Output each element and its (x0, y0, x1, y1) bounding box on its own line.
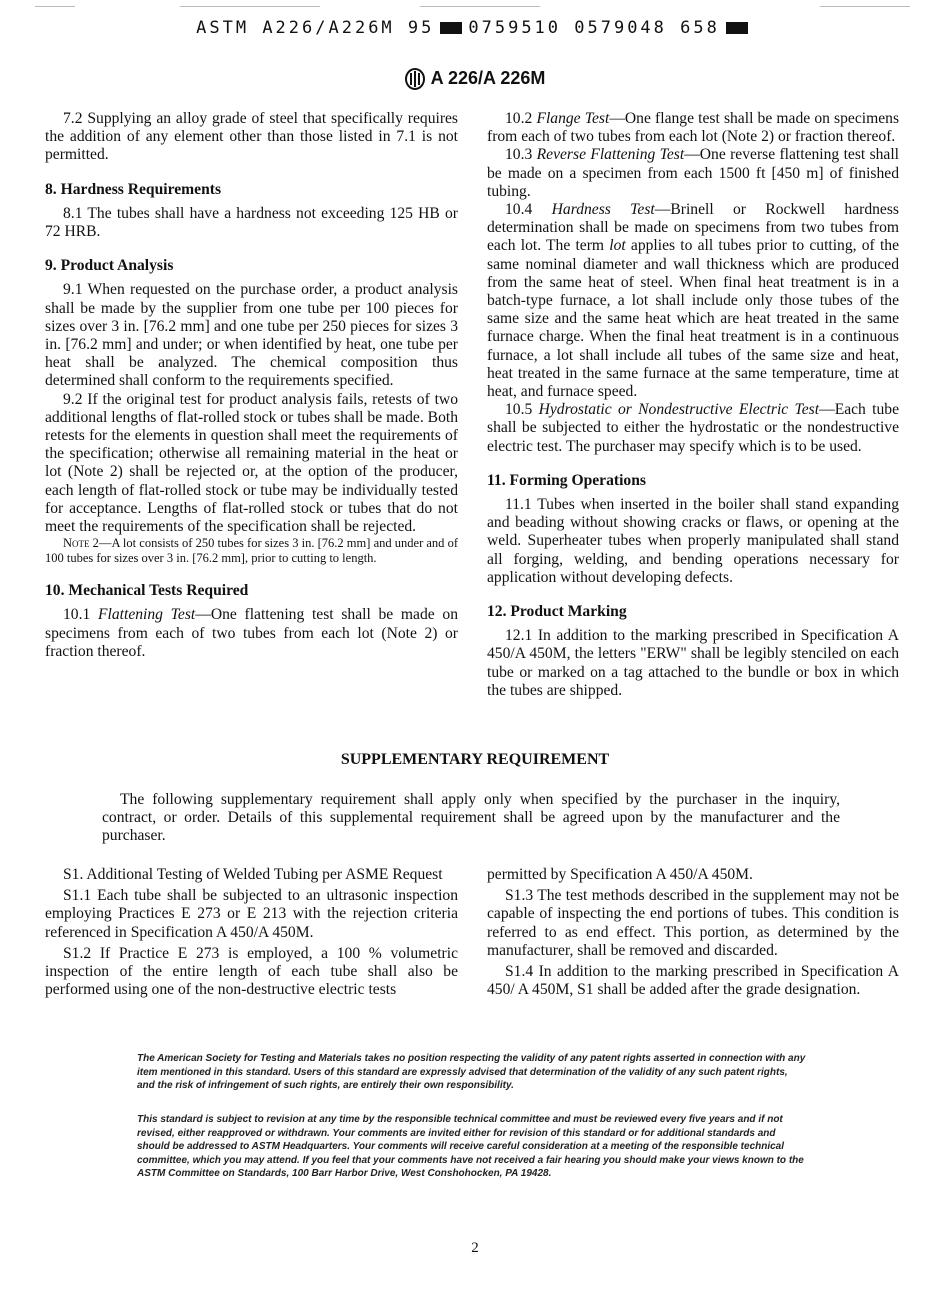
designation-line (0, 68, 950, 90)
paragraph-7-2: 7.2 Supplying an alloy grade of steel that specifically requires the addition of any element other than those listed in 7.1 is not permitted. (45, 110, 458, 164)
revision-notice: This standard is subject to revision at any time by the responsible technical committee and must be reviewed every five years and if not revised, either reapproved or withdrawn. Your comments are invited either for revision of this standard or for additional standards and should be addressed to ASTM Headquarters. Your comments will receive careful consideration at a meeting of the responsible technical committee, which you may attend. If you feel that your comments have not received a fair hearing you should make your views known to the ASTM Committee on Standards, 100 Barr Harbor Drive, West Conshohocken, PA 19428. (137, 1114, 804, 1179)
supplementary-title: SUPPLEMENTARY REQUIREMENT (340, 751, 610, 768)
reverse-flattening-title: Reverse Flattening Test (536, 146, 685, 164)
document-id-header (0, 18, 950, 38)
left-column (45, 110, 458, 661)
paragraph-9-1: 9.1 When requested on the purchase order, a product analysis shall be made by the supplier from one tube per 100 pieces for sizes over 3 in. [76.2 mm] and one tube per 250 pieces for sizes 3 in. [76.2 mm] and under; or when identified by heat, one tube per heat shall be analyzed. The chemical composition thus determined shall conform to the requirements specified. (45, 281, 458, 390)
paragraph-10-1: 10.1 Flattening Test—One flattening test shall be made on specimens from each of two tubes from each lot (Note 2) or fraction thereof. (45, 606, 458, 660)
lot-term: lot (609, 237, 626, 255)
note-2 (45, 536, 458, 566)
paragraph-10-3: 10.3 Reverse Flattening Test—One reverse flattening test shall be made on a specimen from each 1500 ft [450 m] of finished tubing. (487, 146, 900, 200)
scan-artifact (420, 6, 540, 7)
s1-2-continuation: permitted by Specification A 450/A 450M. (487, 866, 753, 883)
paragraph-12-1: 12.1 In addition to the marking prescribed in Specification A 450/A 450M, the letters "ERW" shall be legibly stenciled on each tube or marked on a tag attached to the bundle or box in which the tubes are shipped. (487, 627, 899, 699)
note-2-label: Note 2 (63, 536, 99, 551)
right-column (487, 110, 899, 700)
heading-10: 10. Mechanical Tests Required (45, 582, 249, 600)
hydrostatic-test-title: Hydrostatic or Nondestructive Electric Test (538, 401, 820, 419)
doc-serial-text: 0759510 0579048 658 (468, 18, 720, 38)
flange-test-title: Flange Test (536, 110, 610, 127)
astm-logo-icon (405, 68, 425, 90)
black-bar-mark (726, 22, 748, 34)
scan-artifact (180, 6, 320, 7)
heading-9: 9. Product Analysis (45, 257, 174, 275)
supplementary-right-column (487, 866, 899, 1002)
paragraph-10-5: 10.5 Hydrostatic or Nondestructive Electric Test—Each tube shall be subjected to either the hydrostatic or the nondestructive electric test. The purchaser may specify which is to be used. (487, 401, 900, 455)
heading-11: 11. Forming Operations (487, 471, 646, 489)
s1-4-paragraph: S1.4 In addition to the marking prescribed in Specification A 450/ A 450M, S1 shall be added after the grade designation. (487, 963, 899, 999)
s1-1-paragraph: S1.1 Each tube shall be subjected to an ultrasonic inspection employing Practices E 273 or E 213 with the rejection criteria referenced in Specification A 450/A 450M. (45, 887, 458, 941)
scan-artifact (820, 6, 910, 7)
paragraph-10-2: 10.2 Flange Test—One flange test shall be made on specimens from each of two tubes from each lot (Note 2) or fraction thereof. (487, 110, 900, 146)
supplementary-intro: The following supplementary requirement shall apply only when specified by the purchaser in the inquiry, contract, or order. Details of this supplemental requirement shall be agreed upon by the manufacturer and the purchaser. (102, 791, 840, 845)
scan-artifact (35, 6, 75, 7)
patent-disclaimer: The American Society for Testing and Materials takes no position respecting the validity of any patent rights asserted in connection with any item mentioned in this standard. Users of this standard are expressly advised that determination of the validity of any such patent rights, and the risk of infringement of such rights, are entirely their own responsibility. (137, 1053, 806, 1091)
s1-2-paragraph: S1.2 If Practice E 273 is employed, a 100 % volumetric inspection of the entire length of each tube shall also be performed using one of the non-destructive electric tests (45, 944, 458, 999)
paragraph-11-1: 11.1 Tubes when inserted in the boiler shall stand expanding and beading without showing cracks or flaws, or opening at the weld. Superheater tubes when properly manipulated shall stand all forging, welding, and bending operations necessary for application without developing defects. (487, 496, 899, 586)
s1-3-paragraph: S1.3 The test methods described in the supplement may not be capable of inspecting the end portions of tubes. This condition is referred to as end effect. This portion, as determined by the manufacturer, shall be removed and discarded. (487, 887, 899, 959)
heading-8: 8. Hardness Requirements (45, 180, 222, 198)
note-2-text: —A lot consists of 250 tubes for sizes 3 in. [76.2 mm] and under and of 100 tubes for sizes over 3 in. [76.2 mm], prior to cutting to length. (45, 536, 458, 566)
paragraph-8-1: 8.1 The tubes shall have a hardness not exceeding 125 HB or 72 HRB. (45, 204, 458, 241)
flattening-test-title: Flattening Test (98, 606, 196, 624)
heading-12: 12. Product Marking (487, 603, 627, 621)
paragraph-9-2: 9.2 If the original test for product analysis fails, retests of two additional lengths of flat-rolled stock or tubes shall be made. Both retests for the elements in question shall meet the requirements of the specification; otherwise all remaining material in the heat or lot (Note 2) shall be rejected or, at the option of the producer, each length of flat-rolled stock or tube may be individually tested for acceptance. Lengths of flat-rolled stock or tubes that do not meet the requirements of the specification shall be rejected. (45, 390, 458, 536)
doc-id-text: ASTM A226/A226M 95 (196, 18, 435, 38)
page-number: 2 (471, 1240, 479, 1256)
supplementary-left-column (45, 866, 458, 1002)
hardness-test-title: Hardness Test (551, 201, 655, 219)
designation-text: A 226/A 226M (430, 68, 546, 88)
black-bar-mark (440, 22, 462, 34)
s1-heading: S1. Additional Testing of Welded Tubing per ASME Request (63, 866, 443, 883)
paragraph-10-4: 10.4 Hardness Test—Brinell or Rockwell hardness determination shall be made on specimens from two tubes from each lot. The term lot applies to all tubes prior to cutting, of the same nominal diameter and wall thickness which are produced from the same heat of steel. When final heat treatment is in a batch-type furnace, a lot shall include only those tubes of the same size and the same heat which are heat treated in the same furnace charge. When the final heat treatment is in a continuous furnace, a lot shall include all tubes of the same size and heat, heat treated in the same furnace at the same temperature, time at heat, and furnace speed. (487, 201, 899, 401)
